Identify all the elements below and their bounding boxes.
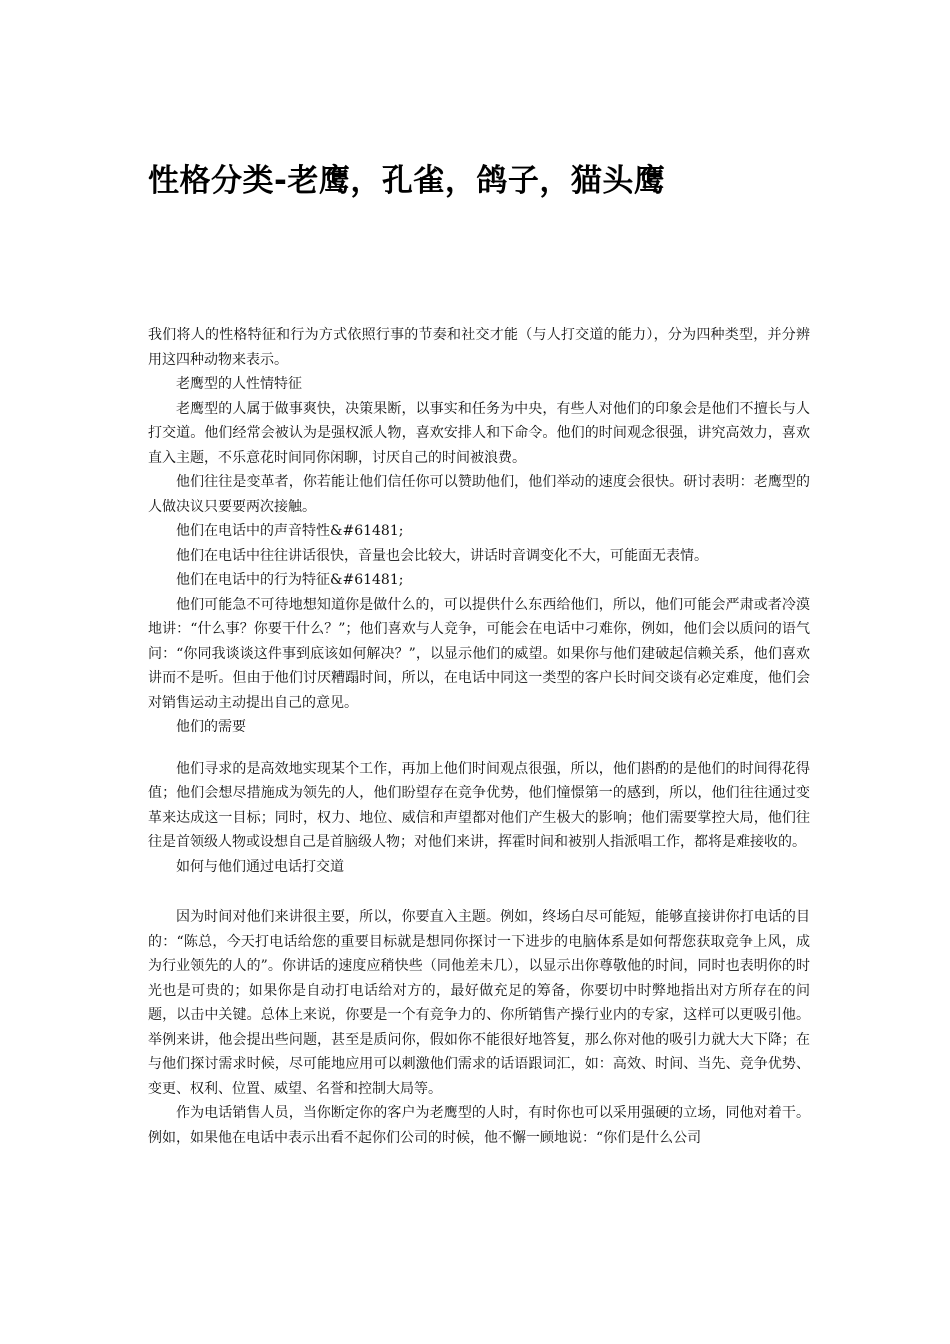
body-paragraph: 他们在电话中往往讲话很快，音量也会比较大，讲话时音调变化不大，可能面无表情。	[176, 547, 708, 564]
body-paragraph: 因为时间对他们来讲很主要，所以，你要直入主题。例如，终场白尽可能短，能够直接讲你打电话的目的：“陈总，今天打电话给您的重要目标就是想同你探讨一下进步的电脑体系是如何帮您获取竞争上风，成为行业领先的人的”。你讲话的速度应稍快些（同他差未几），以显示出你尊敬他的时间，同时也表明你的时光也是可贵的；如果你是自动打电话给对方的，最好做充足的筹备，你要切中时弊地指出对方所存在的问题，以击中关键。总体上来说，你要是一个有竞争力的、你所销售产操行业内的专家，这样可以更吸引他。举例来讲，他会提出些问题，甚至是质问你，假如你不能很好地答复，那么你对他的吸引力就大大下降；在与他们探讨需求时候，尽可能地应用可以刺激他们需求的话语跟词汇，如：高效、时间、当先、竞争优势、变更、权利、位置、威望、名誉和控制大局等。	[148, 909, 810, 1097]
body-paragraph: 老鹰型的人属于做事爽快，决策果断，以事实和任务为中央，有些人对他们的印象会是他们不擅长与人打交道。他们经常会被认为是强权派人物，喜欢安排人和下命令。他们的时间观念很强，讲究高效力，喜欢直入主题，不乐意花时间同你闲聊，讨厌自己的时间被浪费。	[148, 400, 810, 466]
body-paragraph: 作为电话销售人员，当你断定你的客户为老鹰型的人时，有时你也可以采用强硬的立场，同他对着干。例如，如果他在电话中表示出看不起你们公司的时候，他不懈一顾地说：“你们是什么公司	[148, 1105, 810, 1146]
section-heading-voice-traits: 他们在电话中的声音特性&#61481;	[176, 523, 404, 539]
document-body	[148, 323, 810, 1150]
section-heading-needs: 他们的需要	[176, 719, 246, 735]
section-heading-how-to-deal: 如何与他们通过电话打交道	[176, 858, 344, 875]
section-heading-behavior-traits: 他们在电话中的行为特征&#61481;	[176, 572, 404, 588]
document-title: 性格分类-老鹰，孔雀，鸽子，猫头鹰	[148, 163, 666, 199]
body-paragraph: 他们寻求的是高效地实现某个工作，再加上他们时间观点很强，所以，他们斟酌的是他们的时间得花得值；他们会想尽措施成为领先的人，他们盼望存在竞争优势，他们憧憬第一的感到，所以，他们往往通过变革来达成这一目标；同时，权力、地位、威信和声望都对他们产生极大的影响；他们需要掌控大局，他们往往是首领级人物或设想自己是首脑级人物；对他们来讲，挥霍时间和被别人指派唱工作，都将是难接收的。	[148, 760, 810, 850]
intro-paragraph: 我们将人的性格特征和行为方式依照行事的节奏和社交才能（与人打交道的能力），分为四种类型，并分辨用这四种动物来表示。	[148, 327, 810, 368]
body-paragraph: 他们往往是变革者，你若能让他们信任你可以赞助他们，他们举动的速度会很快。研讨表明：老鹰型的人做决议只要要两次接触。	[148, 474, 810, 515]
body-paragraph: 他们可能急不可待地想知道你是做什么的，可以提供什么东西给他们，所以，他们可能会严肃或者冷漠地讲：“什么事？你要干什么？”；他们喜欢与人竞争，可能会在电话中刁难你，例如，他们会以质问的语气问：“你同我谈谈这件事到底该如何解决？”，以显示他们的威望。如果你与他们建破起信赖关系，他们喜欢讲而不是听。但由于他们讨厌糟蹋时间，所以，在电话中同这一类型的客户长时间交谈有必定难度，他们会对销售运动主动提出自己的意见。	[148, 596, 810, 711]
section-heading-eagle-traits: 老鹰型的人性情特征	[176, 376, 302, 392]
